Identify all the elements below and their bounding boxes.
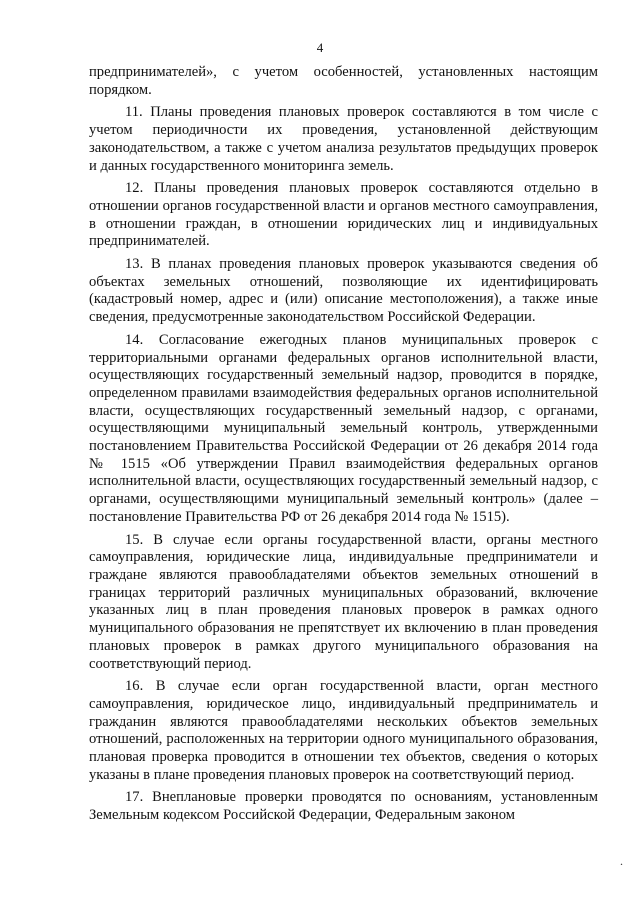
- corner-mark: .: [620, 854, 623, 868]
- paragraph-11: 11. Планы проведения плановых проверок составляются в том числе с учетом периодичности их проведения, установленной действующим законодательством, а также с учетом анализа результатов предыдущих проверок и данных государственного мониторинга земель.: [89, 104, 598, 174]
- paragraph-16: 16. В случае если орган государственной власти, орган местного самоуправления, юридическое лицо, индивидуальный предприниматель и гражданин являются правообладателями нескольких объектов земельных отношений, расположенных на территории одного муниципального образования, плановая проверка проводится в отношении тех объектов, сведения о которых указаны в плане проведения плановых проверок на соответствующий период.: [89, 678, 598, 783]
- paragraph-14: 14. Согласование ежегодных планов муниципальных проверок с территориальными органами федеральных органов исполнительной власти, осуществляющих государственный земельный надзор, проводится в порядке, определенном правилами взаимодействия федеральных органов исполнительной власти, осуществляющих государственный земельный надзор, с органами, осуществляющими муниципальный земельный контроль, утвержденными постановлением Правительства Российской Федерации от 26 декабря 2014 года № 1515 «Об утверждении Правил взаимодействия федеральных органов исполнительной власти, осуществляющих государственный земельный надзор, с органами, осуществляющими муниципальный земельный контроль» (далее – постановление Правительства РФ от 26 декабря 2014 года № 1515).: [89, 331, 598, 525]
- paragraph-12: 12. Планы проведения плановых проверок составляются отдельно в отношении органов государственной власти и органов местного самоуправления, в отношении граждан, в отношении юридических лиц и индивидуальных предпринимателей.: [89, 180, 598, 250]
- paragraph-continuation: предпринимателей», с учетом особенностей, установленных настоящим порядком.: [89, 64, 598, 98]
- page-number: 4: [316, 40, 324, 55]
- paragraph-17: 17. Внеплановые проверки проводятся по основаниям, установленным Земельным кодексом Российской Федерации, Федеральным законом: [89, 789, 598, 824]
- paragraph-13: 13. В планах проведения плановых проверок указываются сведения об объектах земельных отношений, позволяющие их идентифицировать (кадастровый номер, адрес и (или) описание местоположения), а также иные сведения, предусмотренные законодательством Российской Федерации.: [89, 256, 598, 326]
- paragraph-15: 15. В случае если органы государственной власти, органы местного самоуправления, юридические лица, индивидуальные предприниматели и граждане являются правообладателями объектов земельных отношений в границах территорий различных муниципальных образований, включение указанных лиц в план проведения плановых проверок в рамках одного муниципального образования не препятствует их включению в план проведения плановых проверок в рамках другого муниципального образования на соответствующий период.: [89, 531, 598, 672]
- document-body: [89, 64, 598, 830]
